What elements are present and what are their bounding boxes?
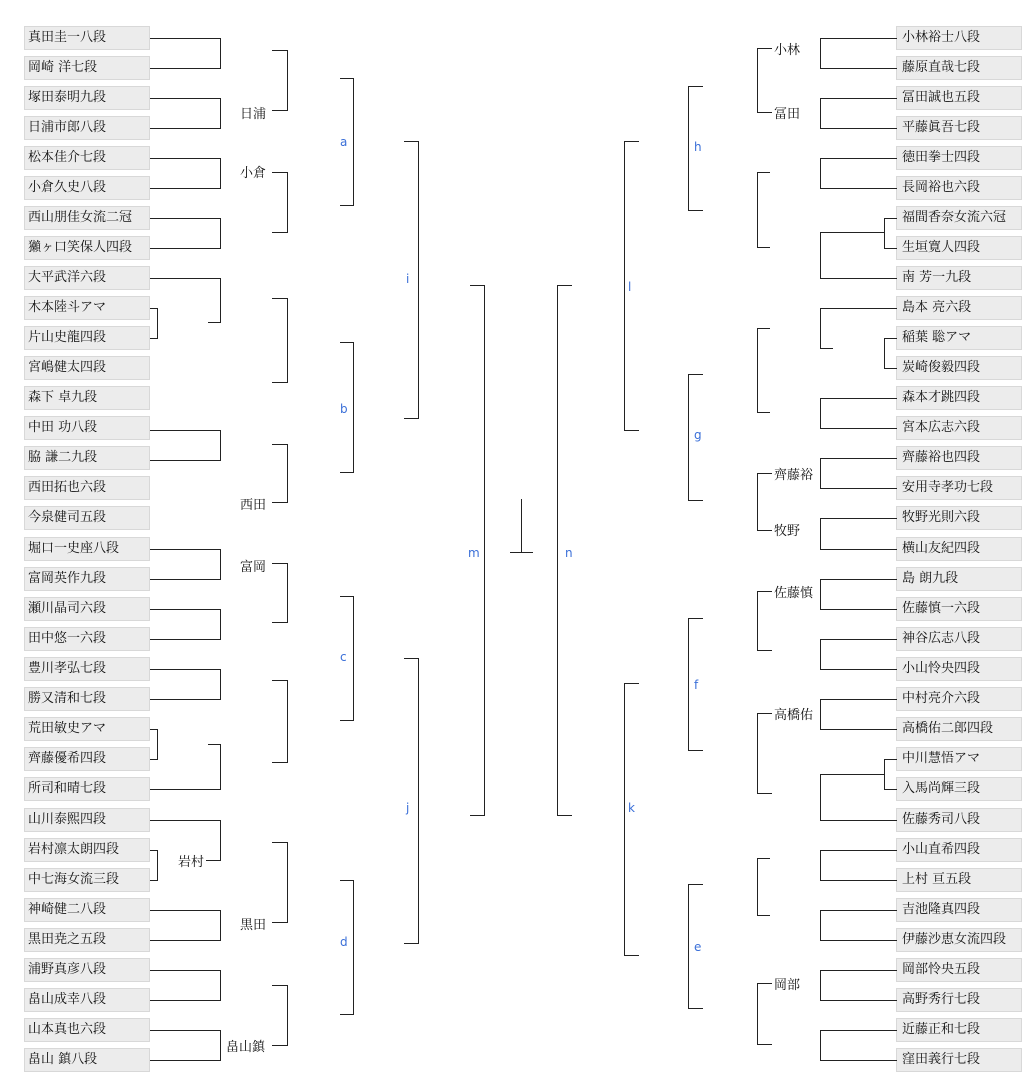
bracket-line [150,68,221,69]
player-left-2: 岡崎 洋七段 [24,56,150,80]
player-right-24: 高橋佑二郎四段 [896,717,1022,741]
player-right-22: 小山怜央四段 [896,657,1022,681]
bracket-line [150,940,221,941]
player-right-26: 入馬尚輝三段 [896,777,1022,801]
bracket-line [150,1030,221,1031]
player-right-14: 宮本広志六段 [896,416,1022,440]
bracket-line [688,618,703,619]
bracket-line [150,549,221,550]
bracket-line [624,430,639,431]
bracket-line [820,820,897,821]
player-right-11: 稲葉 聡アマ [896,326,1022,350]
bracket-line [272,762,288,763]
bracket-line [757,48,758,113]
bracket-line [820,940,897,941]
bracket-line [757,983,758,1045]
bracket-line [820,98,897,99]
bracket-line [757,591,758,651]
bracket-line [820,1030,897,1031]
bracket-line [757,247,770,248]
player-right-31: 伊藤沙恵女流四段 [896,928,1022,952]
bracket-line [272,172,288,173]
bracket-line [757,858,758,916]
bracket-line [272,922,288,923]
bracket-line [220,430,221,461]
bracket-line [820,38,821,69]
player-right-18: 横山友紀四段 [896,537,1022,561]
winner-label-tomioka: 富岡 [240,560,267,575]
bracket-line [820,850,821,881]
winner-label-nishida: 西田 [240,498,267,513]
player-right-25: 中川慧悟アマ [896,747,1022,771]
bracket-line [220,278,221,323]
bracket-line [404,943,419,944]
player-right-15: 齊藤裕也四段 [896,446,1022,470]
player-left-12: 宮嶋健太四段 [24,356,150,380]
winner-label-hatakeyama: 畠山鎮 [226,1040,266,1055]
bracket-line [884,218,897,219]
player-left-34: 山本真也六段 [24,1018,150,1042]
player-left-7: 西山朋佳女流二冠 [24,206,150,230]
bracket-line [757,112,772,113]
bracket-line [150,1000,221,1001]
block-label-d: d [340,935,348,949]
bracket-line [884,789,897,790]
bracket-line [157,850,158,881]
bracket-line [624,141,625,431]
bracket-line [884,248,897,249]
player-left-15: 脇 謙二九段 [24,446,150,470]
block-label-h: h [694,140,702,154]
bracket-line [688,1008,703,1009]
bracket-line [287,444,288,503]
bracket-line [820,639,821,670]
bracket-line [220,609,221,640]
bracket-line [272,502,288,503]
block-label-i: i [406,272,410,286]
block-label-l: l [628,280,632,294]
bracket-line [272,382,288,383]
player-right-12: 炭崎俊毅四段 [896,356,1022,380]
player-left-35: 畠山 鎮八段 [24,1048,150,1072]
bracket-line [340,78,354,79]
player-left-29: 中七海女流三段 [24,868,150,892]
bracket-line [272,622,288,623]
bracket-line [688,750,703,751]
bracket-line [418,658,419,944]
player-right-6: 長岡裕也六段 [896,176,1022,200]
bracket-line [820,398,821,429]
bracket-line [220,98,221,129]
bracket-line [820,1060,897,1061]
bracket-line [272,232,288,233]
bracket-line [150,188,221,189]
player-right-21: 神谷広志八段 [896,627,1022,651]
player-right-8: 生垣寛人四段 [896,236,1022,260]
player-left-6: 小倉久史八段 [24,176,150,200]
player-left-11: 片山史龍四段 [24,326,150,350]
bracket-line [150,128,221,129]
winner-label-okabe: 岡部 [774,978,801,993]
bracket-line [272,50,288,51]
bracket-line [340,720,354,721]
bracket-line [820,699,821,730]
player-left-31: 黒田尭之五段 [24,928,150,952]
bracket-line [688,884,703,885]
player-left-17: 今泉健司五段 [24,506,150,530]
bracket-line [820,518,821,550]
bracket-line [220,669,221,700]
bracket-line [287,680,288,763]
bracket-line [624,683,625,956]
bracket-line [208,322,221,323]
bracket-line [150,639,221,640]
winner-label-ogura: 小倉 [240,166,267,181]
bracket-line [820,488,897,489]
bracket-line [220,910,221,941]
player-right-28: 小山直希四段 [896,838,1022,862]
bracket-line [624,955,639,956]
bracket-line [820,970,897,971]
winner-label-iwamura: 岩村 [178,855,205,870]
bracket-line [757,713,772,714]
block-label-j: j [406,801,410,815]
winner-label-tomita: 冨田 [774,107,801,122]
bracket-line [688,86,703,87]
player-left-23: 勝又清和七段 [24,687,150,711]
player-left-33: 畠山成幸八段 [24,988,150,1012]
player-right-2: 藤原直哉七段 [896,56,1022,80]
winner-label-makino: 牧野 [774,524,801,539]
bracket-line [820,910,897,911]
bracket-line [757,915,770,916]
bracket-line [820,609,897,610]
bracket-line [220,38,221,69]
bracket-line [820,398,897,399]
bracket-line [220,970,221,1001]
block-label-a: a [340,135,348,149]
player-right-33: 高野秀行七段 [896,988,1022,1012]
bracket-line [404,141,419,142]
bracket-line [150,38,221,39]
bracket-line [820,68,897,69]
bracket-line [757,713,758,794]
bracket-line [624,683,639,684]
player-left-22: 豊川孝弘七段 [24,657,150,681]
bracket-line [206,860,221,861]
bracket-line [820,579,897,580]
bracket-line [820,232,885,233]
bracket-line [884,218,885,249]
bracket-line [757,858,770,859]
bracket-line [688,374,689,501]
bracket-line [150,579,221,580]
bracket-line [220,158,221,189]
player-left-3: 塚田泰明九段 [24,86,150,110]
bracket-line [150,460,221,461]
bracket-line [272,298,288,299]
bracket-line [272,680,288,681]
bracket-line [340,1014,354,1015]
winner-label-hiura: 日浦 [240,107,267,122]
bracket-line [340,596,354,597]
winner-label-saito: 齊藤裕 [774,468,814,483]
player-left-20: 瀬川晶司六段 [24,597,150,621]
bracket-line [884,338,897,339]
player-right-35: 窪田義行七段 [896,1048,1022,1072]
bracket-line [688,374,703,375]
bracket-line [220,1030,221,1061]
player-left-10: 木本陸斗アマ [24,296,150,320]
bracket-line [757,793,772,794]
bracket-line [220,744,221,790]
bracket-line [688,884,689,1009]
block-label-g: g [694,428,702,442]
bracket-line [820,458,821,489]
bracket-line [418,141,419,419]
bracket-line [557,285,558,816]
player-left-1: 真田圭一八段 [24,26,150,50]
player-left-14: 中田 功八段 [24,416,150,440]
player-left-28: 岩村凛太朗四段 [24,838,150,862]
bracket-line [470,285,485,286]
player-right-1: 小林裕士八段 [896,26,1022,50]
bracket-line [820,579,821,610]
bracket-line [150,699,221,700]
player-right-17: 牧野光則六段 [896,506,1022,530]
bracket-line [757,650,772,651]
bracket-line [820,308,821,349]
bracket-line [820,518,897,519]
player-right-29: 上村 亘五段 [896,868,1022,892]
winner-label-takahashi: 高橋佑 [774,708,814,723]
player-right-30: 吉池隆真四段 [896,898,1022,922]
player-right-7: 福間香奈女流六冠 [896,206,1022,230]
bracket-line [150,430,221,431]
block-label-n: n [565,546,573,560]
bracket-line [287,985,288,1046]
bracket-line [820,774,821,821]
bracket-line [150,820,221,821]
bracket-line [820,910,821,941]
bracket-line [521,499,522,552]
bracket-line [688,500,703,501]
bracket-line [757,48,772,49]
bracket-line [557,815,572,816]
player-right-23: 中村亮介六段 [896,687,1022,711]
bracket-line [820,729,897,730]
bracket-line [150,218,221,219]
player-right-3: 冨田誠也五段 [896,86,1022,110]
bracket-line [287,172,288,233]
bracket-line [688,86,689,211]
player-left-19: 富岡英作九段 [24,567,150,591]
bracket-line [820,880,897,881]
player-right-16: 安用寺孝功七段 [896,476,1022,500]
bracket-line [820,348,833,349]
player-right-9: 南 芳一九段 [896,266,1022,290]
player-left-21: 田中悠一六段 [24,627,150,651]
bracket-line [272,110,288,111]
player-right-13: 森本才跳四段 [896,386,1022,410]
bracket-line [820,158,897,159]
bracket-line [757,328,770,329]
player-right-34: 近藤正和七段 [896,1018,1022,1042]
block-label-b: b [340,402,348,416]
player-right-20: 佐藤慎一六段 [896,597,1022,621]
bracket-line [157,729,158,760]
bracket-line [820,158,821,189]
bracket-line [272,842,288,843]
player-right-4: 平藤眞吾七段 [896,116,1022,140]
bracket-line [757,530,772,531]
player-left-18: 堀口一史座八段 [24,537,150,561]
bracket-line [470,815,485,816]
player-left-8: 獺ヶ口笑保人四段 [24,236,150,260]
block-label-m: m [468,546,480,560]
bracket-line [340,342,354,343]
bracket-line [820,458,897,459]
bracket-line [820,128,897,129]
winner-label-sato: 佐藤慎 [774,586,814,601]
bracket-line [353,78,354,206]
player-left-30: 神崎健二八段 [24,898,150,922]
bracket-line [150,669,221,670]
bracket-line [820,669,897,670]
bracket-line [150,970,221,971]
bracket-line [150,910,221,911]
player-left-13: 森下 卓九段 [24,386,150,410]
bracket-line [287,298,288,383]
player-left-16: 西田拓也六段 [24,476,150,500]
player-left-5: 松本佳介七段 [24,146,150,170]
bracket-line [820,1030,821,1061]
block-label-k: k [628,801,635,815]
bracket-line [150,609,221,610]
player-right-5: 徳田拳士四段 [896,146,1022,170]
bracket-line [150,789,221,790]
bracket-line [404,658,419,659]
bracket-line [820,699,897,700]
bracket-line [404,418,419,419]
bracket-line [688,618,689,751]
bracket-line [272,444,288,445]
player-left-25: 齊藤優希四段 [24,747,150,771]
bracket-line [340,880,354,881]
bracket-line [340,205,354,206]
bracket-line [884,759,897,760]
block-label-c: c [340,650,347,664]
bracket-line [510,552,533,553]
bracket-line [484,285,485,816]
bracket-line [272,563,288,564]
player-left-27: 山川泰熙四段 [24,808,150,832]
block-label-e: e [694,940,702,954]
bracket-line [757,172,770,173]
bracket-line [820,850,897,851]
bracket-line [757,1044,772,1045]
player-right-10: 島本 亮六段 [896,296,1022,320]
bracket-line [757,328,758,413]
bracket-line [820,549,897,550]
bracket-line [150,1060,221,1061]
bracket-line [272,1045,288,1046]
winner-label-kuroda: 黒田 [240,918,267,933]
bracket-line [757,473,758,531]
bracket-line [220,218,221,249]
player-left-32: 浦野真彦八段 [24,958,150,982]
bracket-line [820,1000,897,1001]
bracket-line [287,842,288,923]
player-right-19: 島 朗九段 [896,567,1022,591]
player-right-27: 佐藤秀司八段 [896,808,1022,832]
bracket-line [220,820,221,861]
player-left-26: 所司和晴七段 [24,777,150,801]
bracket-line [884,338,885,369]
bracket-line [150,98,221,99]
player-right-32: 岡部怜央五段 [896,958,1022,982]
bracket-line [353,596,354,721]
bracket-line [820,98,821,129]
bracket-line [757,591,772,592]
winner-label-kobayashi: 小林 [774,43,801,58]
bracket-line [757,172,758,248]
bracket-line [340,472,354,473]
bracket-line [353,880,354,1015]
bracket-line [884,368,897,369]
bracket-line [220,549,221,580]
bracket-line [150,248,221,249]
bracket-line [820,774,885,775]
bracket-line [624,141,639,142]
bracket-line [820,308,897,309]
player-left-9: 大平武洋六段 [24,266,150,290]
bracket-line [820,38,897,39]
bracket-line [353,342,354,473]
bracket-line [557,285,572,286]
bracket-line [287,50,288,111]
bracket-line [820,232,821,279]
bracket-line [150,278,221,279]
bracket-line [150,158,221,159]
bracket-line [820,970,821,1001]
block-label-f: f [694,678,699,692]
bracket-line [688,210,703,211]
player-left-4: 日浦市郎八段 [24,116,150,140]
bracket-line [820,428,897,429]
bracket-line [757,412,770,413]
bracket-line [820,188,897,189]
bracket-line [757,473,772,474]
bracket-line [287,563,288,623]
bracket-line [820,278,897,279]
bracket-line [272,985,288,986]
bracket-line [820,639,897,640]
bracket-line [757,983,772,984]
bracket-line [157,308,158,339]
player-left-24: 荒田敏史アマ [24,717,150,741]
